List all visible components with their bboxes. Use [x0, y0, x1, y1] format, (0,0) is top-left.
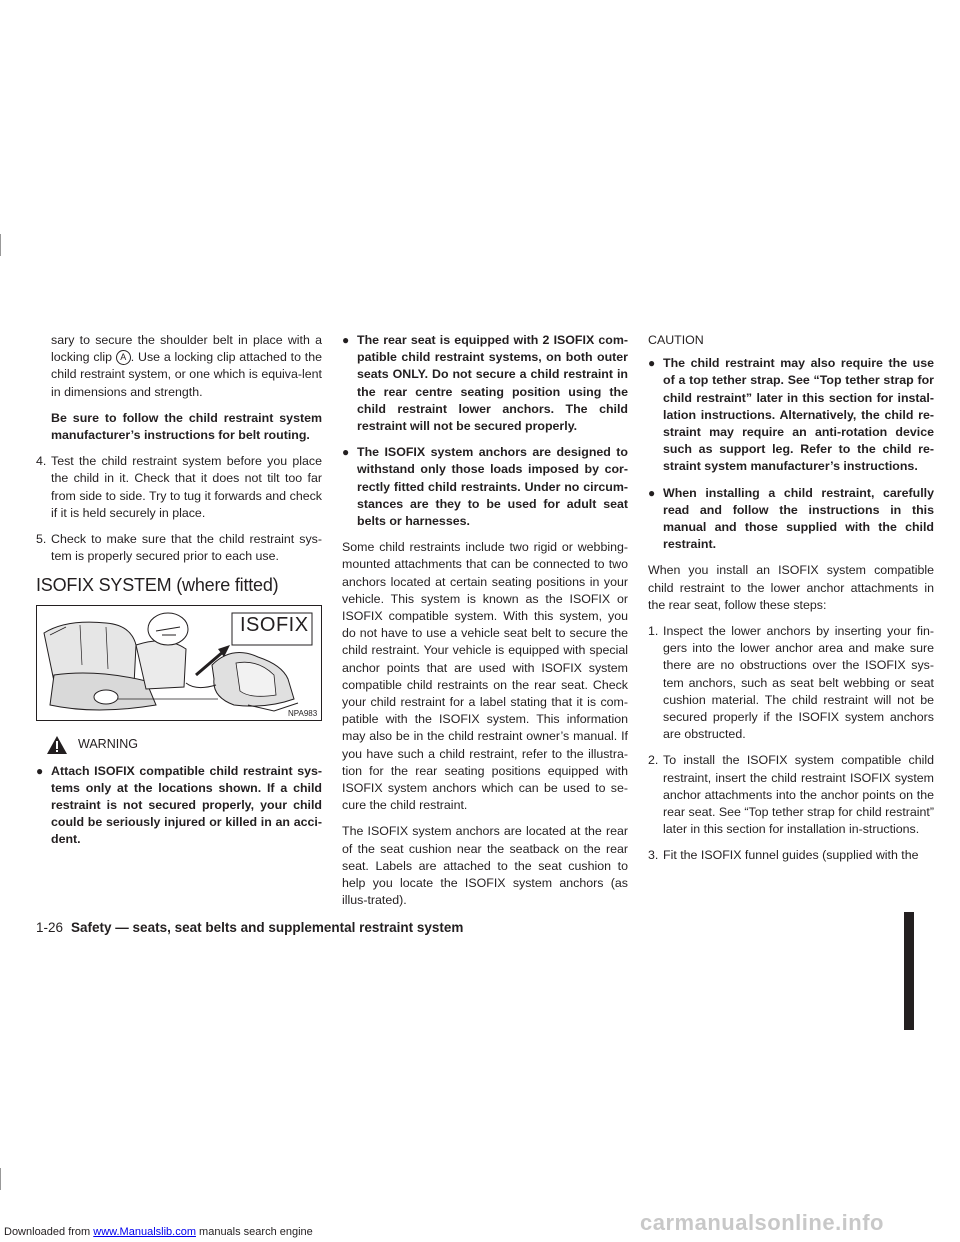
watermark: carmanualsonline.info: [640, 1210, 884, 1235]
item-number: 3.: [648, 848, 659, 863]
crop-mark: [0, 1168, 1, 1190]
bullet-text: The ISOFIX system anchors are designed to withstand only those loads imposed by cor-rectly fitted child restraints. Under no circum-stances are they to be used for adult seat belts or harnesses.: [357, 445, 628, 529]
bullet-icon: ●: [342, 445, 350, 460]
item-text: To install the ISOFIX system compatible child restraint, insert the child restraint ISOFIX system anchor attachments into the anchor points on the rear seat. See “Top tether strap for child restraint” later in this section for installation in-structions.: [663, 753, 934, 837]
isofix-label: ISOFIX: [240, 613, 309, 636]
isofix-illustration: [36, 605, 322, 721]
bullet-text: When installing a child restraint, carefully read and follow the instructions in this manual and those supplied with the child restraint.: [663, 485, 934, 552]
warning-bullet: [342, 444, 628, 530]
bullet-text: The rear seat is equipped with 2 ISOFIX com-patible child restraint systems, on both outer seats ONLY. Do not secure a child restraint in the rear centre seating position using the child restraint lower anchors. The child restraint will not be secured properly.: [357, 333, 628, 434]
item-number: 5.: [36, 532, 47, 547]
page-footer: [36, 920, 463, 935]
figure-code: NPA983: [288, 708, 318, 718]
item-text: Fit the ISOFIX funnel guides (supplied with the: [663, 848, 919, 863]
bullet-icon: ●: [648, 485, 656, 500]
paragraph: Some child restraints include two rigid or webbing-mounted attachments that can be connected to two anchors located at certain seating positions in your vehicle. This system is known as the ISOFIX or ISOFIX compatible system. With this system, you do not have to use a vehicle seat belt to secure the child restraint. Your vehicle is equipped with special anchor points that are used with ISOFIX system compatible child restraints on the rear seat. Check your child restraint for a label stating that it is com-patible with the ISOFIX system. This information may also be in the child restraint owner’s manual. If you have such a child restraint, refer to the illustra-tion for the rear seating positions equipped with ISOFIX system anchors which can be used to se-cure the child restraint.: [342, 540, 628, 813]
page-number: 1-26: [36, 920, 64, 935]
section-tab-marker: [904, 912, 914, 1030]
paragraph: [36, 332, 322, 401]
item-number: 2.: [648, 753, 659, 768]
column-1: [36, 332, 322, 858]
item-text: Check to make sure that the child restraint sys-tem is properly secured prior to each use.: [51, 532, 322, 564]
bullet-icon: ●: [342, 333, 350, 347]
caution-bullet: [648, 485, 934, 554]
locking-clip-marker: A: [116, 350, 131, 365]
item-text: Inspect the lower anchors by inserting your fin-gers into the lower anchor area and make sure there are no obstructions over the ISOFIX sys-tem anchors, such as seat belt webbing or seat cushion material. The child restraint will not be secured properly if the ISOFIX system anchors are obstructed.: [663, 624, 934, 742]
paragraph: When you install an ISOFIX system compatible child restraint to the lower anchor attachments in the rear seat, follow these steps:: [648, 563, 934, 612]
manualslib-link[interactable]: www.Manualslib.com: [93, 1226, 196, 1238]
banner-prefix: Downloaded from: [4, 1226, 94, 1238]
warning-icon: [46, 735, 68, 755]
bullet-text: Attach ISOFIX compatible child restraint sys-tems only at the locations shown. If a child restraint is not secured properly, your child could be seriously injured or killed in an acci-dent.: [51, 763, 322, 847]
item-number: 4.: [36, 454, 47, 469]
paragraph-bold: Be sure to follow the child restraint system manufacturer’s instructions for belt routing.: [51, 410, 322, 443]
warning-bullet: [342, 332, 628, 435]
crop-mark: [0, 234, 1, 256]
bullet-text: The child restraint may also require the use of a top tether strap. See “Top tether strap for child restraint” later in this section for instal-lation instructions. Alternatively, the child re-straint may require an anti-rotation device such as support leg. Refer to the child re-straint system manufacturer’s instructions.: [663, 356, 934, 474]
item-text: Test the child restraint system before you place the child in it. Check that it does not tilt too far from side to side. Try to tug it forwards and check if it is held securely in place.: [51, 454, 322, 520]
bullet-icon: ●: [36, 763, 44, 778]
column-2: [342, 332, 628, 919]
list-item: [648, 623, 934, 743]
column-3: [648, 332, 934, 874]
banner-suffix: manuals search engine: [195, 1226, 313, 1238]
warning-label: WARNING: [78, 737, 138, 752]
warning-bullet: [36, 763, 322, 849]
paragraph: The ISOFIX system anchors are located at the rear of the seat cushion near the seatback on the rear seat. Labels are attached to the seat cushion to help you locate the ISOFIX system anchors (as illus-trated).: [342, 824, 628, 908]
section-title: Safety — seats, seat belts and supplemental restraint system: [71, 920, 464, 935]
list-item: [36, 453, 322, 522]
list-item: [648, 847, 934, 864]
text: sary to secure the shoulder belt in place with a locking clip: [51, 333, 322, 365]
caution-label: CAUTION: [648, 333, 704, 347]
list-item: [648, 752, 934, 838]
section-heading: ISOFIX SYSTEM (where fitted): [36, 575, 279, 596]
list-item: [36, 531, 322, 565]
item-number: 1.: [648, 624, 659, 639]
text: . Use a locking clip attached to the child restraint system, or one which is equiva-lent in dimensions and strength.: [51, 350, 322, 399]
caution-bullet: [648, 355, 934, 475]
warning-header: [46, 735, 322, 755]
bullet-icon: ●: [648, 356, 656, 371]
